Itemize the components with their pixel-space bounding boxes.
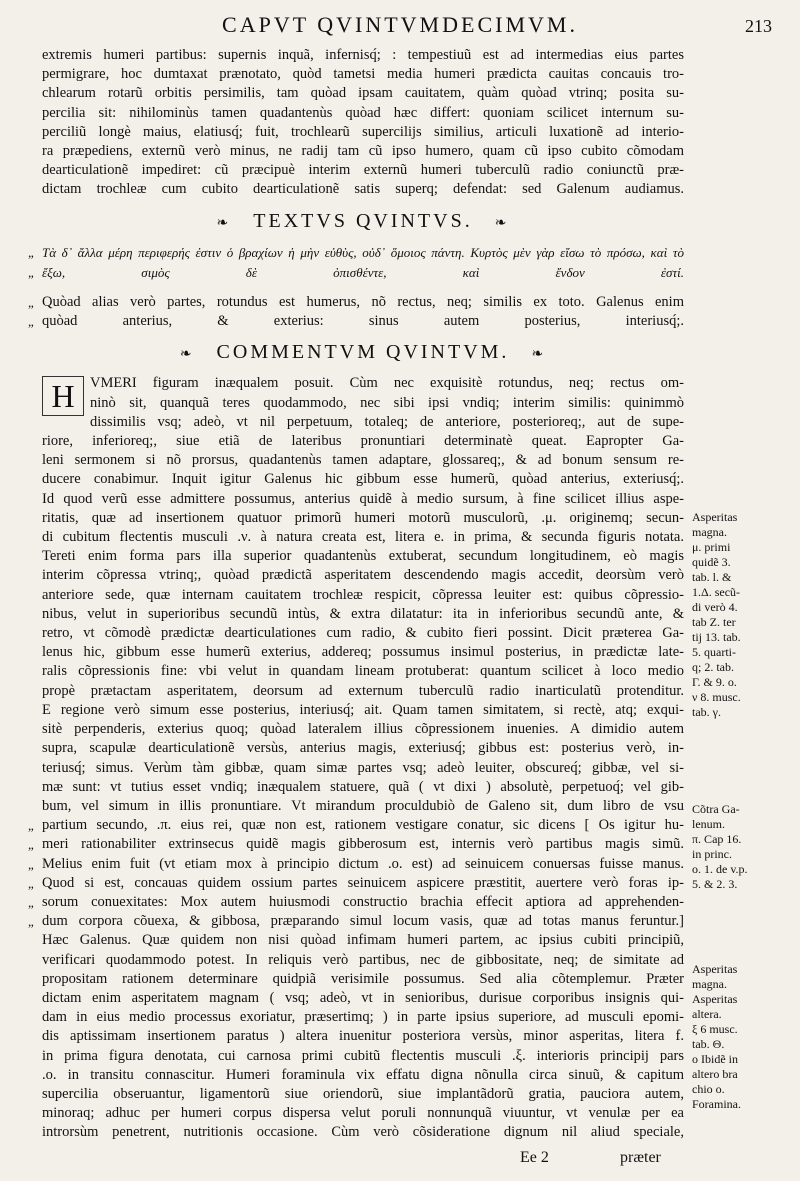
text-line: retro, vt cõmodè prædictæ dearticulationes cum radio, & cubito fieri possint. Dicit præterea Ga- [42, 625, 684, 642]
text-line: „ partium secundo, .π. eius rei, quæ non est, rationem vestigare conatur, sic dicens [ Os igitur hu- [42, 816, 684, 835]
running-title: CAPVT QVINTVMDECIMVM. [222, 12, 578, 37]
text-line: „ dum corpora cõuexa, & gibbosa, præparando simul locum vasis, quæ ad totas manus feruntur.] [42, 912, 684, 931]
margin-note-line: 5. & 2. 3. [692, 877, 738, 891]
margin-note-line: tab. l. & [692, 570, 732, 584]
margin-note-line: Γ. & 9. ο. [692, 675, 737, 689]
margin-note [692, 802, 796, 892]
fleuron-right-icon: ❧ [531, 347, 547, 363]
fleuron-right-icon: ❧ [494, 215, 510, 231]
text-line: VMERI figuram inæqualem posuit. Cùm nec exquisitè rotundus, neq; rectus om- [90, 375, 684, 392]
quote-mark: „ [28, 264, 36, 280]
margin-note-line: q; 2. tab. [692, 660, 734, 674]
text-line: .ο. in transitu connascitur. Humeri foraminula vix effatu digna nõnulla circa sinuũ, & capitum [42, 1066, 684, 1083]
text-heading: ❧ TEXTVS QVINTVS. ❧ [216, 209, 510, 232]
margin-note-line: lenum. [692, 817, 725, 831]
quote-mark: „ [28, 875, 34, 891]
text-line: extremis humeri partibus: supernis inquã, infernisq́; : tempestiuũ est ad intermedias eius partes [42, 47, 684, 63]
text-line: supra, scapulæ dearticulationẽ versùs, anterius magis, exteriusq́; gibbus est: posterius verò, in- [42, 740, 684, 757]
margin-note-line: Foramina. [692, 1097, 741, 1111]
text-line: „ meri rationabiliter extrinsecus quidẽ magis gibberosum est, internis verò partibus magis simũ. [42, 835, 684, 854]
margin-note-line: in princ. [692, 847, 732, 861]
text-line: Tereti enim forma pars illa superior quadantenùs extuberat, secundum longitudinem, eò magis [42, 548, 684, 565]
margin-note-line: altera. [692, 1007, 722, 1021]
latin-line: „ Quòad alias verò partes, rotundus est humerus, nõ rectus, neq; similis ex toto. Galenus enim [42, 293, 684, 312]
main-text-column [28, 46, 684, 1143]
text-line: teriusq́; simus. Verùm tàm gibbæ, quam simæ partes vsq; adeò leuiter, obscureq́; gibbæ, vel si- [42, 759, 684, 776]
text-line: anteriore sede, quæ internam cauitatem trochleæ respicit, cõpressa leuiter est: quibus cõpressio- [42, 586, 684, 603]
text-line: lenus hic, gibbum esse humerũ exterius, addereq; possumus insimul posterius, in prædictæ late- [42, 644, 684, 661]
margin-note [692, 510, 796, 720]
margin-note-line: tab Ζ. ter [692, 615, 736, 629]
intro-paragraph [42, 46, 684, 200]
page-number: 213 [745, 16, 772, 36]
quote-mark: „ [28, 818, 34, 834]
greek-line: „ ἔξω, σιμὸς δὲ ὀπισθέντε, καὶ ἔνδον ἐστί. [42, 263, 684, 283]
text-line: dis aptissimam insertionem paratus ) altera inuenitur posteriora versùs, minor asperitas, litera f. [42, 1028, 684, 1045]
margin-note-line: μ. primi [692, 540, 731, 554]
text-line: percilia sit: nihilominùs tamen quadantenùs quòad hæc differt: quoniam scilicet internum su- [42, 104, 684, 121]
signature-mark: Ee 2 [520, 1149, 549, 1166]
text-line: ra præpediens, externũ verò minus, ne radij tam cũ ipso humero, quam cũ ipso cubito cõmodam [42, 143, 684, 160]
text-line: ritatis, quæ ad insertionem quatuor primorũ humeri motorũ musculorũ, .μ. originemq; secun- [42, 509, 684, 526]
quote-mark: „ [28, 294, 34, 310]
text-line: ducere conabimur. Inquit igitur Galenus hic gibbum esse humerũ, quòad anterius, exteriusq́;. [42, 471, 684, 488]
margin-note-line: tab. Θ. [692, 1037, 725, 1051]
margin-note-line: altero bra [692, 1067, 738, 1081]
text-line: Id quod verũ esse admittere possumus, anterius quidẽ à medio sursum, à fine scilicet illius aspe- [42, 490, 684, 507]
quote-mark: „ [28, 856, 34, 872]
text-line: introrsùm penetrent, nutritionis occasione. Cùm verò cõsideratione dignum nil aliud speciale, [42, 1124, 684, 1141]
text-line: dissimilis vsq; adeò, vt nil perpetuum, totaleq; de anteriore, posterioreq;, aut de supe- [90, 413, 684, 430]
margin-note-line: Cõtra Ga- [692, 802, 740, 816]
text-line: chlearum rotarũ orbitis persimilis, tam quòad ipsam cauitatem, quàm quòad vtrinq; posita su- [42, 85, 684, 102]
margin-note-line: ο Ibidẽ in [692, 1052, 738, 1066]
text-line: sitè perpenderis, exterius quoq; quòad lateralem illius cõpressionem inuenies. A dimidio autem [42, 721, 684, 738]
margin-note-line: ν 8. musc. [692, 690, 741, 704]
quote-mark: „ [28, 244, 36, 260]
margin-note-line: magna. [692, 525, 727, 539]
margin-note-line: ξ 6 musc. [692, 1022, 738, 1036]
text-line: „ sorum conuexitates: Mox autem huiusmodi constructio brachia effecit aptiora ad apprehenden- [42, 893, 684, 912]
fleuron-left-icon: ❧ [216, 215, 232, 231]
text-line: ninò sit, quanquã teres quodammodo, nec sibi ipsi vndiq; interim similis: quinimmò [90, 394, 684, 411]
margin-note-line: 5. quarti- [692, 645, 736, 659]
margin-note-line: Asperitas [692, 992, 738, 1006]
text-line: in prima figura denotata, cui carnosa primi cubitũ flectentis musculi .ξ. interioris principij pars [42, 1047, 684, 1064]
text-line: „ Quod si est, concauas quidem ossium partes seinuicem aspicere præstitit, auertere verò foras ip- [42, 874, 684, 893]
margin-note-line: quidẽ 3. [692, 555, 731, 569]
text-line: riore, inferioreq;, siue etiã de lateribus pronuntiari determinatè queat. Eapropter Ga- [42, 433, 684, 450]
dropcap: H [42, 376, 84, 416]
text-line: dictam trochleæ cum cubito dearticulationẽ satis superq; defendat: sed Galenum audiamus. [42, 181, 684, 198]
page-header [0, 6, 800, 40]
text-line: propè prætactam asperitatem, deorsum ad externum tuberculũ radio inarticulatũ protenditur. [42, 682, 684, 699]
text-line: minoraq; adhuc per humeri corpus dispersa velut poruli nonnunquã viuuntur, vt venulæ per ea [42, 1105, 684, 1122]
text-line: di cubitum flectentis musculi .ν. à natura creata est, litera e. in prima, & secunda figuris notata. [42, 529, 684, 546]
text-line: mæ sunt: vt tutius esset vndiq; inæqualem statuere, quã ( vt dixi ) absolutè, perpetuoq́; vel gib- [42, 778, 684, 795]
latin-translation [28, 293, 684, 331]
greek-line: „ Τὰ δ᾽ ἄλλα μέρη περιφερής ἐστιν ὁ βραχίων ἡ μὴν εὐθὺς, οὐδ᾽ ὅμοιος πάντη. Κυρτὸς μὲν γὰρ εἴσω τὸ πρόσω, καὶ τὸ [42, 243, 684, 263]
text-line: leni sermonem si nõ prorsus, quadantenùs tamen adaptare, glossareq;, & ad bonum sensum re- [42, 452, 684, 469]
text-line: dam in eius medio processus exoriatur, præsertimq; ) in parte ipsius superiore, ad musculi epomi- [42, 1009, 684, 1026]
text-line: perciliũ longè maius, elatiusq́; fuit, trochlearũ supercilijs similius, articuli luxationẽ ad interio- [42, 123, 684, 140]
text-line: propositam rationem determinare quidpiã verisimile possumus. Sed alia cõtemplemur. Præter [42, 970, 684, 987]
margin-note-line: tab. γ. [692, 705, 721, 719]
text-line: bum, vel simum in illis pronuntiare. Vt mirandum proculdubiò de Galeno sit, dum libro de vsu [42, 797, 684, 814]
margin-note-line: tij 13. tab. [692, 630, 741, 644]
latin-line: „ quòad anterius, & exterius: sinus autem posterius, interiusq́;. [42, 312, 684, 331]
quote-mark: „ [28, 914, 34, 930]
text-line: Hæc Galenus. Quæ quidem non nisi quòad infimam humeri partem, ac ipsius cubiti principiũ, [42, 932, 684, 949]
text-line: supercilia obseruantur, ligamentorũ siue oriendorũ, siue implantãdorũ gratia, pauciora autem, [42, 1085, 684, 1102]
text-line: E regione verò simum esse posterius, interiusq́; ait. Quam tamen simitatem, si rectè, atq; exqui- [42, 701, 684, 718]
greek-text [28, 243, 684, 283]
text-line: nibus, velut in superioribus secundũ intùs, & extra dilatatur: ita in inferioribus secundũ ante, & [42, 605, 684, 622]
text-line: permigrare, hoc dumtaxat prænotato, quòd tametsi media humeri prædicta cauitas concauis tro- [42, 66, 684, 83]
margin-note-line: di verò 4. [692, 600, 738, 614]
margin-note-line: Asperitas [692, 962, 738, 976]
text-line: „ Melius enim fuit (vt etiam mox à principio dictum .o. est) ad seinuicem conuersas fuisse manus. [42, 855, 684, 874]
margin-note-line: chio ο. [692, 1082, 725, 1096]
text-line: dearticulationẽ impediret: cũ præcipuè interim externũ humeri tuberculũ radio coniunctũ præ- [42, 162, 684, 179]
text-line: interim cõpressa vtrinq;, quòad prædictã asperitatem descendendo magis accedit, deorsùm verò [42, 567, 684, 584]
fleuron-left-icon: ❧ [179, 347, 195, 363]
quote-mark: „ [28, 314, 34, 330]
margin-note [692, 962, 796, 1112]
quote-mark: „ [28, 837, 34, 853]
commentary-body [28, 374, 684, 1142]
margin-note-line: π. Cap 16. [692, 832, 742, 846]
catchword: præter [620, 1149, 661, 1166]
text-line: ralis cõpressionis fine: vbi velut in quandam lineam protuberat: quantum scilicet à loco medio [42, 663, 684, 680]
text-line: verificari quodammodo potest. In reliquis verò partibus, nec de gibbositate, neq; de simitate ad [42, 951, 684, 968]
comment-heading: ❧ COMMENTVM QVINTVM. ❧ [179, 341, 547, 364]
text-line: dictam enim asperitatem magnam ( vsq; adeò, vt in senioribus, durisue corporibus insignis qui- [42, 989, 684, 1006]
margin-note-line: magna. [692, 977, 727, 991]
margin-note-line: 1.Δ. secũ- [692, 585, 741, 599]
quote-mark: „ [28, 894, 34, 910]
margin-note-line: ο. 1. de v.p. [692, 862, 748, 876]
margin-note-line: Asperitas [692, 510, 738, 524]
